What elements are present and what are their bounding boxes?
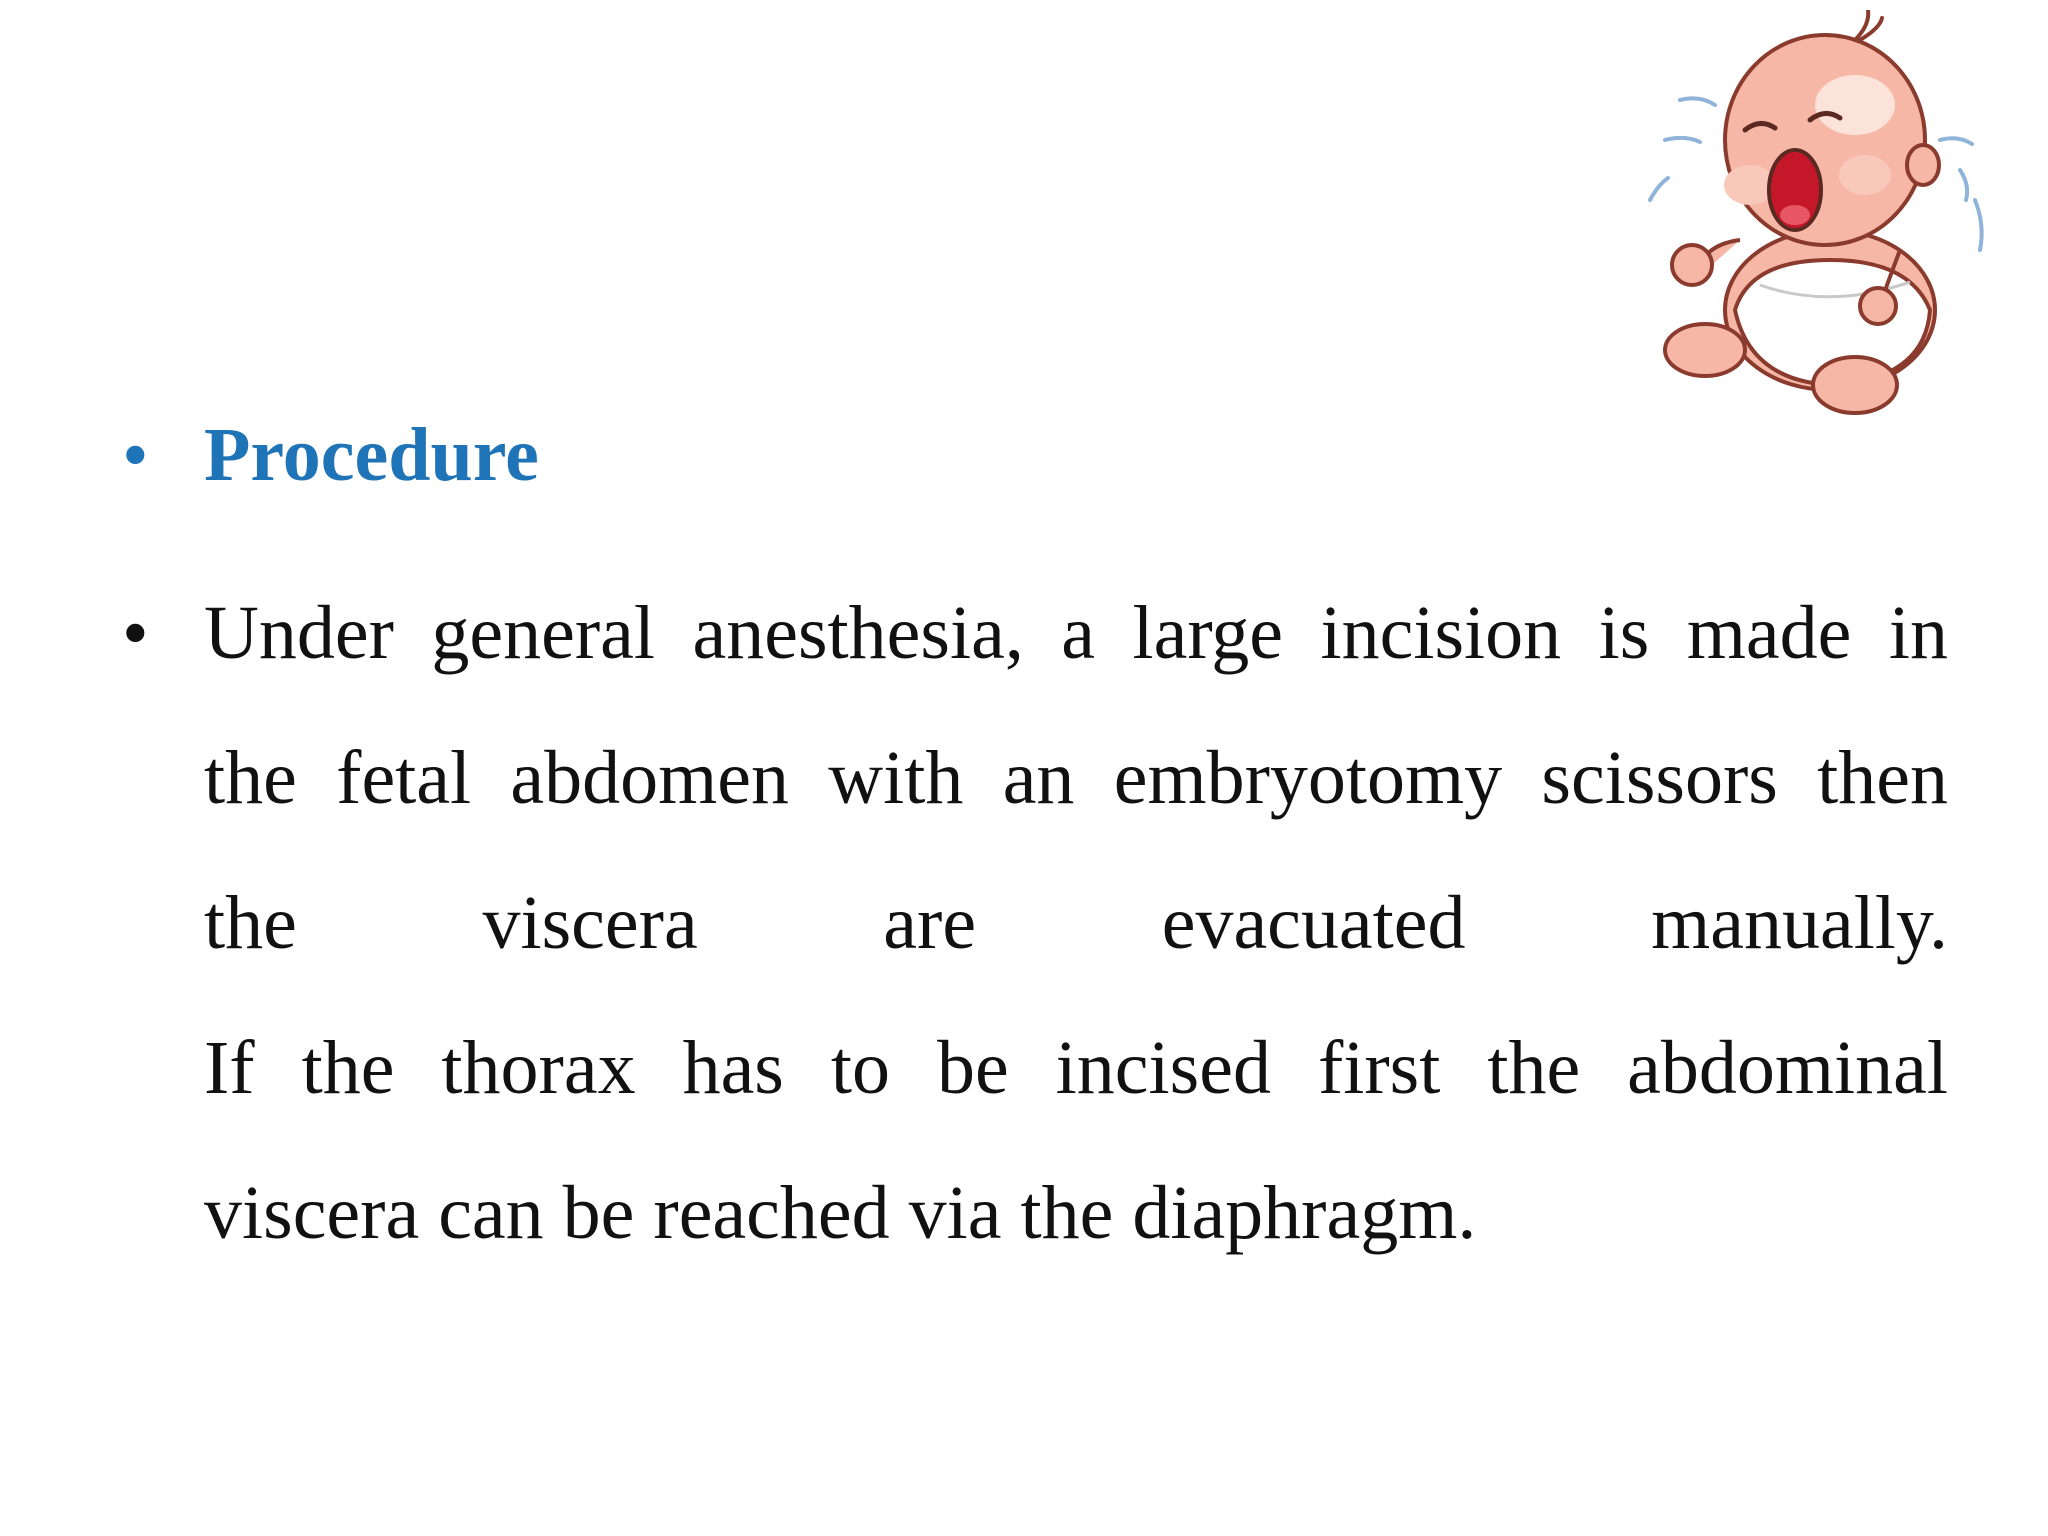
section-heading: Procedure: [204, 413, 539, 497]
body-line: the fetal abdomen with an embryotomy scissors then: [204, 736, 1948, 820]
body-paragraph: [204, 561, 1948, 1286]
body-line: the viscera are evacuated manually.: [204, 881, 1948, 965]
body-line: Under general anesthesia, a large incision is made in: [204, 591, 1948, 675]
body-line: viscera can be reached via the diaphragm.: [204, 1171, 1477, 1255]
bullet-list: [118, 395, 1948, 1286]
crying-baby-icon: [1640, 10, 2000, 420]
body-bullet: [118, 561, 1948, 1286]
bullet-marker: •: [122, 591, 149, 675]
bullet-marker: •: [122, 413, 149, 497]
body-line: If the thorax has to be incised first the abdominal: [204, 1026, 1948, 1110]
heading-bullet: [118, 395, 1948, 515]
